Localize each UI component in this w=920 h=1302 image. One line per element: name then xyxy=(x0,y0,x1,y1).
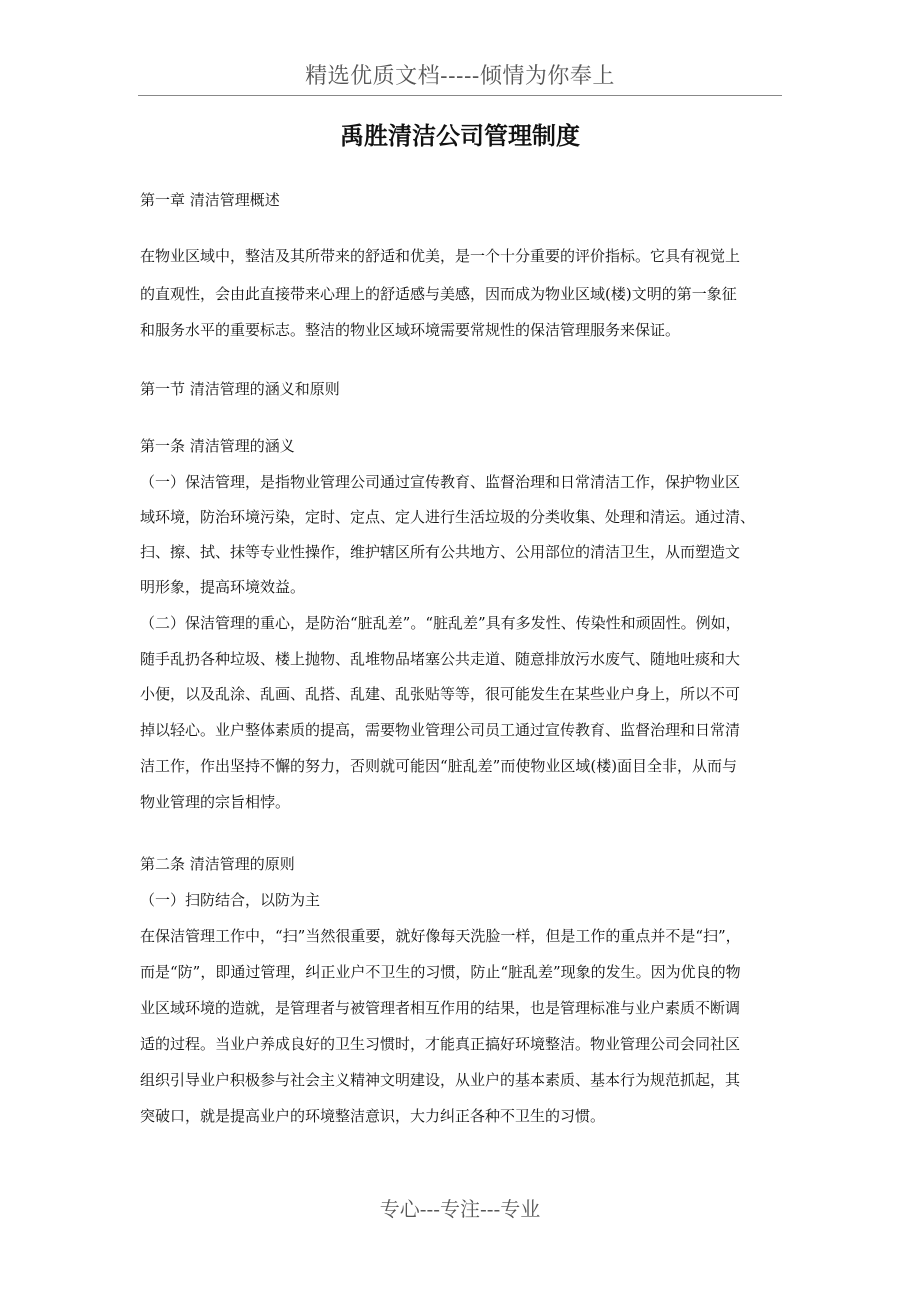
paragraph-line: 随手乱扔各种垃圾、楼上抛物、乱堆物品堵塞公共走道、随意排放污水废气、随地吐痰和大 xyxy=(140,650,741,668)
paragraph-line: 业区域环境的造就，是管理者与被管理者相互作用的结果，也是管理标准与业户素质不断调 xyxy=(140,999,741,1017)
paragraph-line: 扫、擦、拭、抹等专业性操作，维护辖区所有公共地方、公用部位的清洁卫生，从而塑造文 xyxy=(140,543,741,561)
paragraph-line: 而是“防”，即通过管理，纠正业户不卫生的习惯，防止“脏乱差”现象的发生。因为优良的物 xyxy=(140,963,741,981)
paragraph-line: 组织引导业户积极参与社会主义精神文明建设，从业户的基本素质、基本行为规范抓起，其 xyxy=(140,1071,741,1089)
paragraph-line: 明形象，提高环境效益。 xyxy=(140,578,306,596)
page-header: 精选优质文档-----倾情为你奉上 xyxy=(305,64,615,89)
paragraph-line: 域环境，防治环境污染，定时、定点、定人进行生活垃圾的分类收集、处理和清运。通过清、 xyxy=(140,508,756,526)
paragraph-line: （一）保洁管理，是指物业管理公司通过宣传教育、监督治理和日常清洁工作，保护物业区 xyxy=(140,473,741,491)
document-title: 禹胜清洁公司管理制度 xyxy=(340,121,580,150)
paragraph-line: 小便，以及乱涂、乱画、乱搭、乱建、乱张贴等等，很可能发生在某些业户身上，所以不可 xyxy=(140,685,741,703)
section-heading: 第一节 清洁管理的涵义和原则 xyxy=(140,380,340,398)
article-heading: 第一条 清洁管理的涵义 xyxy=(140,437,295,455)
chapter-heading: 第一章 清洁管理概述 xyxy=(140,191,280,209)
item-heading: （一）扫防结合，以防为主 xyxy=(140,891,321,909)
header-divider xyxy=(138,95,782,96)
intro-line: 在物业区域中，整洁及其所带来的舒适和优美，是一个十分重要的评价指标。它具有视觉上 xyxy=(140,247,741,265)
intro-line: 和服务水平的重要标志。整洁的物业区域环境需要常规性的保洁管理服务来保证。 xyxy=(140,321,681,339)
intro-line: 的直观性，会由此直接带来心理上的舒适感与美感，因而成为物业区域(楼)文明的第一象征 xyxy=(140,285,737,303)
paragraph-line: 适的过程。当业户养成良好的卫生习惯时，才能真正搞好环境整洁。物业管理公司会同社区 xyxy=(140,1035,741,1053)
paragraph-line: （二）保洁管理的重心，是防治“脏乱差”。“脏乱差”具有多发性、传染性和顽固性。例如， xyxy=(140,614,741,632)
page-footer: 专心---专注---专业 xyxy=(379,1197,541,1221)
article-heading: 第二条 清洁管理的原则 xyxy=(140,855,295,873)
paragraph-line: 物业管理的宗旨相悖。 xyxy=(140,793,291,811)
paragraph-line: 突破口，就是提高业户的环境整洁意识，大力纠正各种不卫生的习惯。 xyxy=(140,1107,606,1125)
paragraph-line: 洁工作，作出坚持不懈的努力，否则就可能因“脏乱差”而使物业区域(楼)面目全非，从而与 xyxy=(140,757,738,775)
paragraph-line: 掉以轻心。业户整体素质的提高，需要物业管理公司员工通过宣传教育、监督治理和日常清 xyxy=(140,721,741,739)
paragraph-line: 在保洁管理工作中，“扫”当然很重要，就好像每天洗脸一样，但是工作的重点并不是“扫”， xyxy=(140,927,741,945)
